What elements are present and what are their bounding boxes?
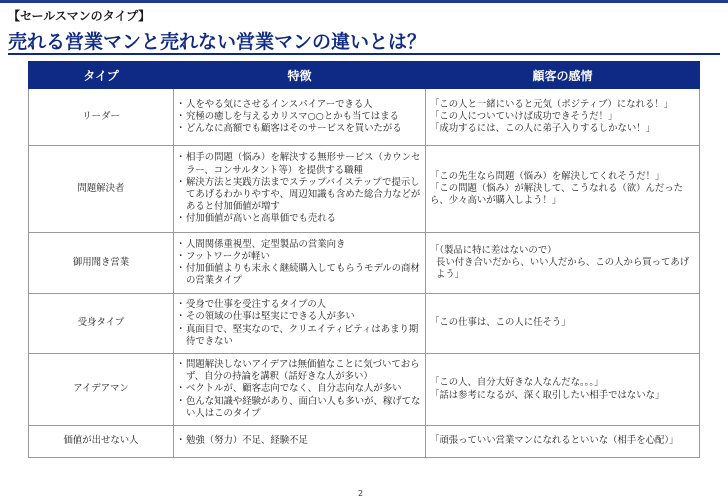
emotion-line: 「この人と一緒にいると元気（ポジティブ）になれる！」 <box>430 98 674 110</box>
feature-item: ・ 色んな知識や経験があり、面白い人も多いが、稼げてない人はこのタイプ <box>178 396 421 420</box>
emotion-line: 「この問題（悩み）が解決して、こうなれる（欲）んだったら、少々高いが購入しよう！」 <box>430 182 683 207</box>
row-type-leader: リーダー <box>29 89 174 146</box>
table-row <box>29 426 700 458</box>
row-features <box>174 354 426 426</box>
top-accent-bar <box>0 0 728 3</box>
header-customer-emotion: 顧客の感情 <box>426 62 700 89</box>
feature-item: ・ 受身で仕事を受注するタイプの人 <box>178 299 421 311</box>
sales-type-table <box>28 61 700 458</box>
emotion-line: 長い付き合いだから、いい人だから、この人から買ってあげよう」 <box>436 256 690 281</box>
feature-item: ・ 解決方法と実践方法までステップバイステップで提示してあげるわかりやすや、周辺知識も含めた総合力などがあると付加価値が増す <box>178 177 421 214</box>
row-emotions <box>426 146 700 233</box>
emotion-line: 「この仕事は、この人に任そう」 <box>430 317 571 329</box>
emotion-line: 「成功するには、この人に弟子入りするしかない！」 <box>430 123 656 135</box>
table-row <box>29 294 700 354</box>
table-row <box>29 89 700 146</box>
row-emotions <box>426 354 700 426</box>
feature-item: ・ 付加価値よりも末永く継続購入してもらうモデルの商材の営業タイプ <box>178 263 421 287</box>
title-underline <box>8 53 720 55</box>
row-type-idea-person: アイデアマン <box>29 354 174 426</box>
feature-item: ・ 付加価値が高いと高単価でも売れる <box>178 213 421 225</box>
feature-item: ・ 勉強（努力）不足、経験不足 <box>178 435 421 447</box>
emotion-line: 「話は参考になるが、深く取引したい相手ではないな」 <box>430 389 665 401</box>
page-subtitle: 【セールスマンのタイプ】 <box>8 9 151 23</box>
feature-item: ・ フットワークが軽い <box>178 251 421 263</box>
row-emotions <box>426 233 700 294</box>
table-row <box>29 233 700 294</box>
emotion-line: 「（製品に特に差はないので） <box>430 244 557 256</box>
feature-item: ・ ベクトルが、顧客志向でなく、自分志向な人が多い <box>178 383 421 395</box>
emotion-line: 「頑張っていい営業マンになれるといいな（相手を心配）」 <box>430 435 679 447</box>
header-features: 特徴 <box>174 62 426 89</box>
feature-item: ・ 人間関係重視型、定型製品の営業向き <box>178 239 421 251</box>
feature-item: ・ どんなに高額でも顧客はそのサービスを買いたがる <box>178 123 421 135</box>
row-type-no-value: 価値が出せない人 <box>29 426 174 458</box>
emotion-line: 「この人、自分大好きな人なんだな。。。」 <box>430 377 604 389</box>
row-features <box>174 426 426 458</box>
feature-item: ・ 真面目で、堅実なので、クリエイティビティはあまり期待できない <box>178 324 421 348</box>
table-header-row <box>29 62 700 89</box>
row-features <box>174 294 426 354</box>
row-emotions <box>426 426 700 458</box>
page-number: 2 <box>358 489 364 498</box>
feature-item: ・ 問題解決しないアイデアは無価値なことに気づいておらず、自分の持論を講釈（話好きな人が多い） <box>178 359 421 383</box>
header-type: タイプ <box>29 62 174 89</box>
row-features <box>174 233 426 294</box>
row-type-problem-solver: 問題解決者 <box>29 146 174 233</box>
table-row <box>29 354 700 426</box>
feature-item: ・ 人をやる気にさせるインスパイアーできる人 <box>178 99 421 111</box>
row-features <box>174 89 426 146</box>
row-features <box>174 146 426 233</box>
feature-item: ・ 究極の癒しを与えるカリスマ○○とかも当てはまる <box>178 111 421 123</box>
row-emotions <box>426 89 700 146</box>
row-type-passive: 受身タイプ <box>29 294 174 354</box>
table-row <box>29 146 700 233</box>
page-title: 売れる営業マンと売れない営業マンの違いとは？ <box>8 31 427 53</box>
emotion-line: 「この人についていけば成功できそうだ！」 <box>430 110 618 122</box>
emotion-line: 「この先生なら問題（悩み）を解決してくれそうだ！」 <box>430 170 665 182</box>
row-type-order-taker: 御用聞き営業 <box>29 233 174 294</box>
feature-item: ・ 相手の問題（悩み）を解決する無形サービス（カウンセラー、コンサルタント等）を提供する職種 <box>178 152 421 176</box>
row-emotions <box>426 294 700 354</box>
feature-item: ・ その領域の仕事は堅実にできる人が多い <box>178 311 421 323</box>
